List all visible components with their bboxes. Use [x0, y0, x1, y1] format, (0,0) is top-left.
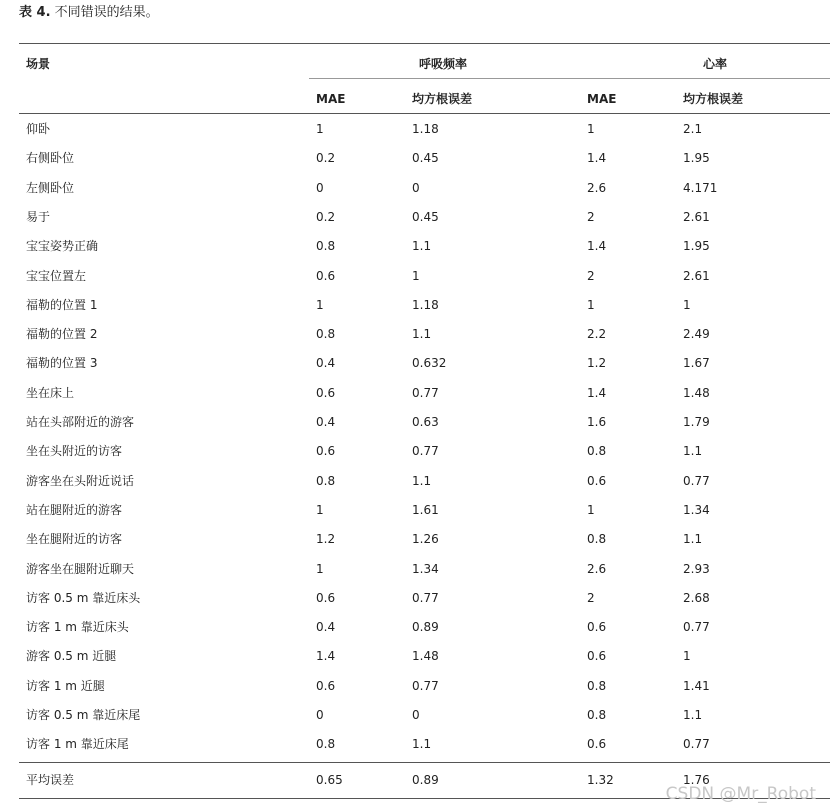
- cell-hr-mae: 2: [587, 591, 595, 605]
- cell-scene: 访客 1 m 靠近床头: [26, 620, 129, 634]
- cell-scene: 右侧卧位: [26, 151, 75, 165]
- footer-resp-rmse: 0.89: [412, 773, 439, 787]
- cell-hr-mae: 2.6: [587, 181, 607, 195]
- cell-resp-rmse: 1.1: [412, 737, 432, 751]
- cell-resp-mae: 0.2: [316, 151, 336, 165]
- cell-hr-rmse: 1.79: [683, 415, 710, 429]
- cell-scene: 坐在腿附近的访客: [26, 532, 123, 546]
- cell-resp-rmse: 0.77: [412, 444, 439, 458]
- cell-hr-rmse: 1.34: [683, 503, 710, 517]
- footer-resp-mae: 0.65: [316, 773, 343, 787]
- cell-resp-rmse: 1.61: [412, 503, 439, 517]
- cell-hr-mae: 0.8: [587, 679, 607, 693]
- cell-resp-mae: 0.4: [316, 415, 336, 429]
- cell-resp-mae: 0.8: [316, 239, 336, 253]
- cell-resp-rmse: 0: [412, 708, 420, 722]
- cell-resp-rmse: 1.18: [412, 122, 439, 136]
- cell-scene: 游客坐在腿附近聊天: [26, 562, 135, 576]
- cell-resp-mae: 0.4: [316, 620, 336, 634]
- cell-hr-mae: 0.6: [587, 474, 607, 488]
- header-scene: 场景: [26, 57, 51, 71]
- header-group-heart-rate: 心率: [703, 57, 728, 71]
- cell-hr-mae: 1: [587, 298, 595, 312]
- cell-resp-rmse: 1.1: [412, 474, 432, 488]
- cell-resp-mae: 1.2: [316, 532, 336, 546]
- cell-resp-rmse: 0.45: [412, 151, 439, 165]
- cell-scene: 访客 1 m 靠近床尾: [26, 737, 129, 751]
- header-group-respiration: 呼吸频率: [419, 57, 468, 71]
- header-resp-mae: MAE: [316, 92, 346, 106]
- cell-hr-rmse: 1.95: [683, 239, 710, 253]
- cell-resp-mae: 0.6: [316, 679, 336, 693]
- cell-hr-rmse: 1: [683, 298, 691, 312]
- cell-scene: 访客 0.5 m 靠近床尾: [26, 708, 141, 722]
- cell-scene: 访客 0.5 m 靠近床头: [26, 591, 141, 605]
- cell-hr-mae: 1: [587, 122, 595, 136]
- cell-resp-mae: 1.4: [316, 649, 336, 663]
- cell-scene: 坐在床上: [26, 386, 75, 400]
- cell-resp-rmse: 0.77: [412, 591, 439, 605]
- cell-hr-rmse: 0.77: [683, 737, 710, 751]
- cell-hr-rmse: 2.61: [683, 269, 710, 283]
- cell-resp-mae: 0.8: [316, 737, 336, 751]
- cell-scene: 福勒的位置 3: [26, 356, 98, 370]
- cell-resp-mae: 0.8: [316, 327, 336, 341]
- cell-hr-mae: 1.4: [587, 386, 607, 400]
- cell-hr-rmse: 1.95: [683, 151, 710, 165]
- header-hr-mae: MAE: [587, 92, 617, 106]
- cell-hr-mae: 2: [587, 210, 595, 224]
- table-top-rule: [19, 43, 830, 44]
- cell-hr-mae: 1: [587, 503, 595, 517]
- cell-scene: 仰卧: [26, 122, 51, 136]
- cell-resp-rmse: 0.77: [412, 386, 439, 400]
- cell-resp-mae: 0.8: [316, 474, 336, 488]
- cell-resp-mae: 0.6: [316, 591, 336, 605]
- cell-resp-mae: 1: [316, 298, 324, 312]
- cell-hr-rmse: 2.93: [683, 562, 710, 576]
- cell-hr-rmse: 2.61: [683, 210, 710, 224]
- table-caption: [19, 4, 159, 22]
- cell-hr-mae: 1.6: [587, 415, 607, 429]
- cell-scene: 访客 1 m 近腿: [26, 679, 105, 693]
- cell-resp-rmse: 1.34: [412, 562, 439, 576]
- cell-resp-rmse: 0.63: [412, 415, 439, 429]
- cell-hr-rmse: 0.77: [683, 620, 710, 634]
- cell-hr-mae: 0.6: [587, 649, 607, 663]
- cell-resp-rmse: 0.77: [412, 679, 439, 693]
- cell-resp-mae: 1: [316, 503, 324, 517]
- cell-resp-rmse: 0.45: [412, 210, 439, 224]
- cell-resp-mae: 0.6: [316, 444, 336, 458]
- cell-hr-rmse: 2.49: [683, 327, 710, 341]
- cell-resp-rmse: 1: [412, 269, 420, 283]
- cell-scene: 左侧卧位: [26, 181, 75, 195]
- cell-hr-rmse: 2.68: [683, 591, 710, 605]
- cell-hr-mae: 0.8: [587, 532, 607, 546]
- cell-hr-mae: 2.2: [587, 327, 607, 341]
- cell-scene: 坐在头附近的访客: [26, 444, 123, 458]
- cell-hr-rmse: 1.41: [683, 679, 710, 693]
- cell-scene: 易于: [26, 210, 51, 224]
- cell-hr-mae: 1.2: [587, 356, 607, 370]
- cell-resp-rmse: 0.89: [412, 620, 439, 634]
- cell-resp-rmse: 1.18: [412, 298, 439, 312]
- cell-hr-rmse: 4.171: [683, 181, 718, 195]
- cell-resp-rmse: 0: [412, 181, 420, 195]
- cell-resp-mae: 0.2: [316, 210, 336, 224]
- cell-hr-mae: 2.6: [587, 562, 607, 576]
- cell-resp-rmse: 1.26: [412, 532, 439, 546]
- cell-hr-mae: 0.6: [587, 737, 607, 751]
- cell-resp-mae: 0: [316, 708, 324, 722]
- cell-resp-mae: 1: [316, 122, 324, 136]
- cell-resp-mae: 0.6: [316, 386, 336, 400]
- cell-resp-mae: 0.4: [316, 356, 336, 370]
- caption-text: 不同错误的结果。: [50, 5, 159, 20]
- cell-scene: 游客 0.5 m 近腿: [26, 649, 117, 663]
- header-resp-rmse: 均方根误差: [412, 92, 473, 106]
- cell-resp-rmse: 0.632: [412, 356, 447, 370]
- watermark: CSDN @Mr_Robot: [665, 784, 816, 804]
- cell-hr-mae: 0.6: [587, 620, 607, 634]
- header-bottom-rule: [19, 113, 830, 114]
- cell-resp-rmse: 1.1: [412, 327, 432, 341]
- caption-label: 表 4.: [19, 5, 51, 20]
- footer-hr-mae: 1.32: [587, 773, 614, 787]
- cell-hr-rmse: 1.1: [683, 444, 703, 458]
- cell-hr-mae: 0.8: [587, 708, 607, 722]
- cell-hr-mae: 1.4: [587, 151, 607, 165]
- cell-scene: 福勒的位置 1: [26, 298, 98, 312]
- footer-top-rule: [19, 762, 830, 763]
- cell-hr-rmse: 0.77: [683, 474, 710, 488]
- cell-resp-mae: 0: [316, 181, 324, 195]
- header-hr-rmse: 均方根误差: [683, 92, 744, 106]
- cell-scene: 福勒的位置 2: [26, 327, 98, 341]
- cell-hr-rmse: 1.1: [683, 532, 703, 546]
- cell-hr-mae: 2: [587, 269, 595, 283]
- footer-hr-rmse: 1.76: [683, 773, 710, 787]
- cell-scene: 宝宝位置左: [26, 269, 87, 283]
- header-group-rule: [309, 78, 830, 79]
- cell-hr-rmse: 1.67: [683, 356, 710, 370]
- cell-resp-mae: 1: [316, 562, 324, 576]
- footer-scene: 平均误差: [26, 773, 75, 787]
- cell-hr-rmse: 1.1: [683, 708, 703, 722]
- cell-hr-rmse: 1.48: [683, 386, 710, 400]
- cell-hr-mae: 1.4: [587, 239, 607, 253]
- cell-resp-mae: 0.6: [316, 269, 336, 283]
- cell-scene: 站在头部附近的游客: [26, 415, 135, 429]
- cell-scene: 游客坐在头附近说话: [26, 474, 135, 488]
- cell-hr-mae: 0.8: [587, 444, 607, 458]
- cell-hr-rmse: 1: [683, 649, 691, 663]
- cell-resp-rmse: 1.48: [412, 649, 439, 663]
- cell-scene: 宝宝姿势正确: [26, 239, 99, 253]
- cell-resp-rmse: 1.1: [412, 239, 432, 253]
- cell-scene: 站在腿附近的游客: [26, 503, 123, 517]
- cell-hr-rmse: 2.1: [683, 122, 703, 136]
